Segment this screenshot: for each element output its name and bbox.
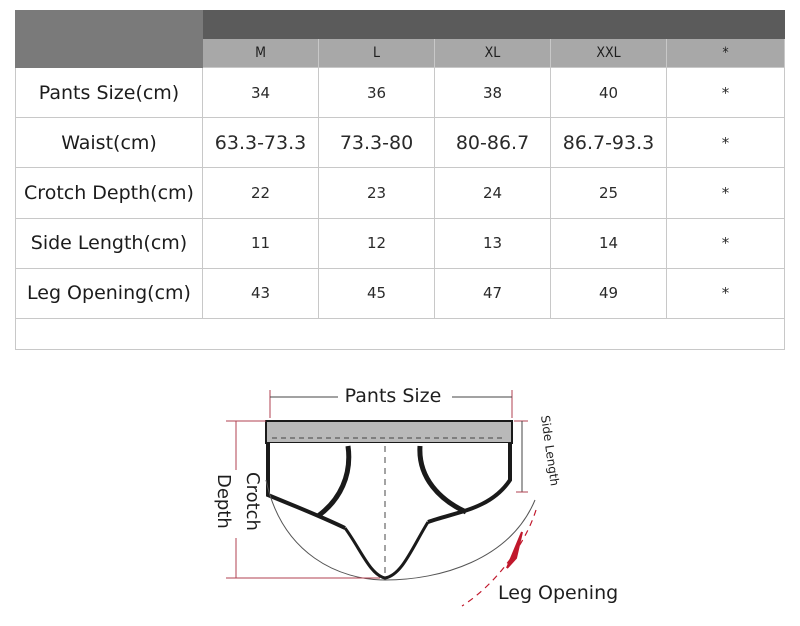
table-cell: 73.3-80 xyxy=(319,118,435,168)
table-cell: 24 xyxy=(435,168,551,218)
column-header-l: L xyxy=(319,39,435,68)
table-cell: 22 xyxy=(203,168,319,218)
side-length-label: Side Length xyxy=(538,414,562,487)
column-header-xxl: XXL xyxy=(551,39,667,68)
waistband xyxy=(266,421,512,443)
row-label: Crotch Depth(cm) xyxy=(16,168,203,218)
table-cell: 86.7-93.3 xyxy=(551,118,667,168)
table-cell: * xyxy=(667,68,785,118)
table-row-leg-opening xyxy=(16,268,785,318)
table-row-pants-size xyxy=(16,68,785,118)
table-cell: 38 xyxy=(435,68,551,118)
table-cell: 25 xyxy=(551,168,667,218)
size-chart-table xyxy=(15,10,785,350)
leg-opening-label: Leg Opening xyxy=(498,582,619,604)
table-cell: * xyxy=(667,168,785,218)
crotch-depth-label-line2: Depth xyxy=(213,474,234,529)
row-label: Side Length(cm) xyxy=(16,218,203,268)
table-cell: 13 xyxy=(435,218,551,268)
leg-opening-dimension xyxy=(462,510,618,606)
table-cell: 36 xyxy=(319,68,435,118)
table-cell: 14 xyxy=(551,218,667,268)
pants-size-dimension xyxy=(270,385,512,418)
table-cell: 80-86.7 xyxy=(435,118,551,168)
table-cell: 12 xyxy=(319,218,435,268)
table-header-row xyxy=(16,39,785,68)
pants-size-label: Pants Size xyxy=(344,385,442,407)
table-cell: 11 xyxy=(203,218,319,268)
table-cell: 34 xyxy=(203,68,319,118)
table-cell: 47 xyxy=(435,268,551,318)
row-label: Pants Size(cm) xyxy=(16,68,203,118)
table-cell: 23 xyxy=(319,168,435,218)
table-cell: 63.3-73.3 xyxy=(203,118,319,168)
table-empty-cell xyxy=(16,318,785,349)
table-corner-lower xyxy=(16,39,203,68)
table-header-band xyxy=(203,11,785,39)
table-cell: 43 xyxy=(203,268,319,318)
table-row-waist xyxy=(16,118,785,168)
side-length-dimension xyxy=(514,414,562,492)
row-label: Waist(cm) xyxy=(16,118,203,168)
brief-illustration xyxy=(266,443,535,580)
column-header-m: M xyxy=(203,39,319,68)
table-cell: * xyxy=(667,118,785,168)
column-header-extra: * xyxy=(667,39,785,68)
crotch-depth-label-line1: Crotch xyxy=(242,472,263,531)
table-empty-row xyxy=(16,318,785,349)
column-header-xl: XL xyxy=(435,39,551,68)
table-row-crotch-depth xyxy=(16,168,785,218)
table-cell: * xyxy=(667,268,785,318)
table-cell: 40 xyxy=(551,68,667,118)
measurement-diagram xyxy=(0,360,800,626)
table-cell: 45 xyxy=(319,268,435,318)
table-top-band xyxy=(16,11,785,39)
row-label: Leg Opening(cm) xyxy=(16,268,203,318)
table-row-side-length xyxy=(16,218,785,268)
table-cell: 49 xyxy=(551,268,667,318)
table-cell: * xyxy=(667,218,785,268)
table-corner xyxy=(16,11,203,39)
